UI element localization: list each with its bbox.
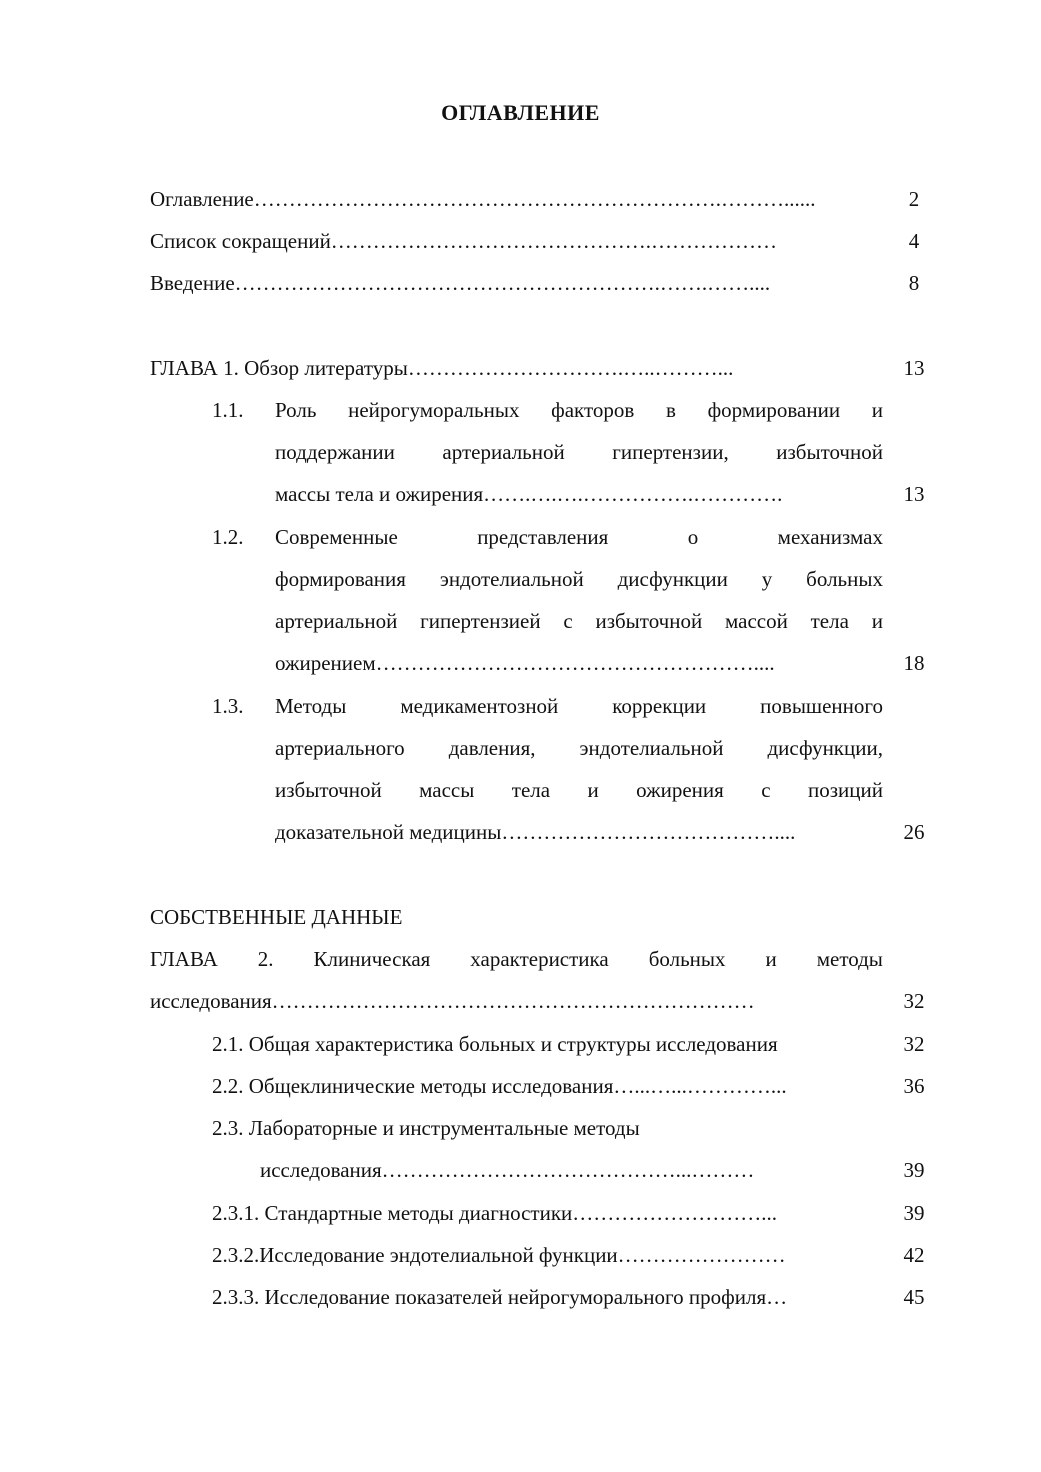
word: 2. <box>257 947 274 971</box>
toc-entry-2-3-3[interactable] <box>212 1282 884 1312</box>
toc-entry-text: исследования…………………………………………………………… <box>150 989 755 1013</box>
toc-page-number: 36 <box>903 1074 925 1098</box>
word: избыточной <box>275 778 382 802</box>
toc-entry-abbreviations[interactable] <box>150 226 880 256</box>
toc-entry-1-1-line-2[interactable] <box>275 437 883 467</box>
toc-page-number: 45 <box>903 1285 925 1309</box>
toc-entry-2-3-line-1[interactable] <box>212 1113 882 1143</box>
toc-page-number: 13 <box>903 356 925 380</box>
word: гипертензией <box>420 609 541 633</box>
toc-entry-text: 2.3. Лабораторные и инструментальные методы <box>212 1116 640 1140</box>
word: артериальной <box>275 609 398 633</box>
word: позиций <box>807 778 883 802</box>
toc-entry-chapter-2-line-1[interactable] <box>150 944 883 974</box>
toc-entry-1-1-line-1[interactable] <box>275 395 883 425</box>
word: эндотелиальной <box>579 736 724 760</box>
toc-entry-text: массы тела и ожирения…….….….…………….…………. <box>275 482 783 506</box>
toc-entry-text: ГЛАВА 1. Обзор литературы………………………….…..………... <box>150 356 734 380</box>
word: массы <box>419 778 475 802</box>
word: дисфункции <box>617 567 728 591</box>
word: давления, <box>448 736 536 760</box>
toc-entry-2-3-1[interactable] <box>212 1198 882 1228</box>
toc-entry-1-3-line-1[interactable] <box>275 691 883 721</box>
word: Клиническая <box>313 947 431 971</box>
toc-entry-text: ожирением……………………………………………….... <box>275 651 775 675</box>
toc-entry-1-2-line-1[interactable] <box>275 522 883 552</box>
toc-page-number: 18 <box>903 651 925 675</box>
toc-page-number: 39 <box>903 1158 925 1182</box>
word: и <box>871 609 883 633</box>
word: повышенного <box>760 694 883 718</box>
toc-page-number: 8 <box>908 271 920 295</box>
toc-entry-1-2-line-4[interactable] <box>275 648 883 678</box>
word: представления <box>477 525 609 549</box>
section-heading-own-data[interactable]: СОБСТВЕННЫЕ ДАННЫЕ <box>150 905 403 929</box>
word: нейрогуморальных <box>348 398 520 422</box>
word: гипертензии, <box>612 440 729 464</box>
toc-entry-2-1[interactable] <box>212 1029 882 1059</box>
word: механизмах <box>777 525 883 549</box>
word: Методы <box>275 694 347 718</box>
section-number: 1.2. <box>212 525 244 549</box>
toc-entry-2-3-line-2[interactable] <box>260 1155 872 1185</box>
toc-page-number: 39 <box>903 1201 925 1225</box>
word: больных <box>806 567 883 591</box>
toc-entry-text: 2.1. Общая характеристика больных и структуры исследования <box>212 1032 778 1056</box>
toc-entry-introduction[interactable] <box>150 268 880 298</box>
toc-entry-chapter-2-line-2[interactable] <box>150 986 880 1016</box>
toc-page-number: 42 <box>903 1243 925 1267</box>
toc-entry-text: 2.3.3. Исследование показателей нейрогуморального профиля… <box>212 1285 788 1309</box>
toc-entry-text: доказательной медицины………………………………….... <box>275 820 796 844</box>
word: у <box>761 567 773 591</box>
word: тела <box>511 778 551 802</box>
word: ГЛАВА <box>150 947 218 971</box>
section-number: 1.3. <box>212 694 244 718</box>
word: Роль <box>275 398 317 422</box>
word: с <box>563 609 573 633</box>
toc-entry-1-2-line-2[interactable] <box>275 564 883 594</box>
word: и <box>587 778 599 802</box>
toc-page-number: 13 <box>903 482 925 506</box>
word: артериальной <box>442 440 565 464</box>
toc-entry-chapter-1[interactable] <box>150 353 880 383</box>
word: коррекции <box>612 694 707 718</box>
toc-entry-contents[interactable] <box>150 184 880 214</box>
word: методы <box>816 947 883 971</box>
page-title: ОГЛАВЛЕНИЕ <box>441 100 600 125</box>
section-number: 1.1. <box>212 398 244 422</box>
toc-entry-1-1-line-3[interactable] <box>275 479 883 509</box>
word: с <box>761 778 771 802</box>
toc-entry-1-3-line-4[interactable] <box>275 817 883 847</box>
toc-entry-text: 2.2. Общеклинические методы исследования…...…...…………... <box>212 1074 787 1098</box>
word: поддержании <box>275 440 395 464</box>
word: формировании <box>707 398 841 422</box>
word: Современные <box>275 525 398 549</box>
toc-entry-2-2[interactable] <box>212 1071 882 1101</box>
toc-entry-text: исследования……………………………………...……… <box>260 1158 755 1182</box>
toc-entry-text: Список сокращений……………………………………….……………… <box>150 229 778 253</box>
word: и <box>765 947 777 971</box>
word: артериального <box>275 736 405 760</box>
word: эндотелиальной <box>439 567 584 591</box>
toc-entry-text: 2.3.2.Исследование эндотелиальной функции…………………… <box>212 1243 786 1267</box>
word: формирования <box>275 567 406 591</box>
toc-entry-2-3-2[interactable] <box>212 1240 882 1270</box>
toc-entry-1-2-line-3[interactable] <box>275 606 883 636</box>
toc-page-number: 32 <box>903 1032 925 1056</box>
toc-page-number: 2 <box>908 187 920 211</box>
toc-entry-text: Введение…………………………………………………….…….…….... <box>150 271 771 295</box>
word: массой <box>724 609 788 633</box>
word: факторов <box>551 398 635 422</box>
toc-page-number: 26 <box>903 820 925 844</box>
word: больных <box>648 947 726 971</box>
word: о <box>687 525 699 549</box>
word: ожирения <box>636 778 724 802</box>
word: в <box>665 398 676 422</box>
toc-entry-text: Оглавление………………………………………………………….………...... <box>150 187 816 211</box>
word: тела <box>810 609 849 633</box>
word: и <box>871 398 883 422</box>
toc-entry-1-3-line-2[interactable] <box>275 733 883 763</box>
toc-page-number: 4 <box>908 229 920 253</box>
toc-page-number: 32 <box>903 989 925 1013</box>
word: дисфункции, <box>767 736 883 760</box>
word: избыточной <box>776 440 883 464</box>
word: медикаментозной <box>400 694 559 718</box>
toc-entry-1-3-line-3[interactable] <box>275 775 883 805</box>
toc-entry-text: 2.3.1. Стандартные методы диагностики………………………... <box>212 1201 778 1225</box>
word: избыточной <box>595 609 703 633</box>
word: характеристика <box>470 947 609 971</box>
